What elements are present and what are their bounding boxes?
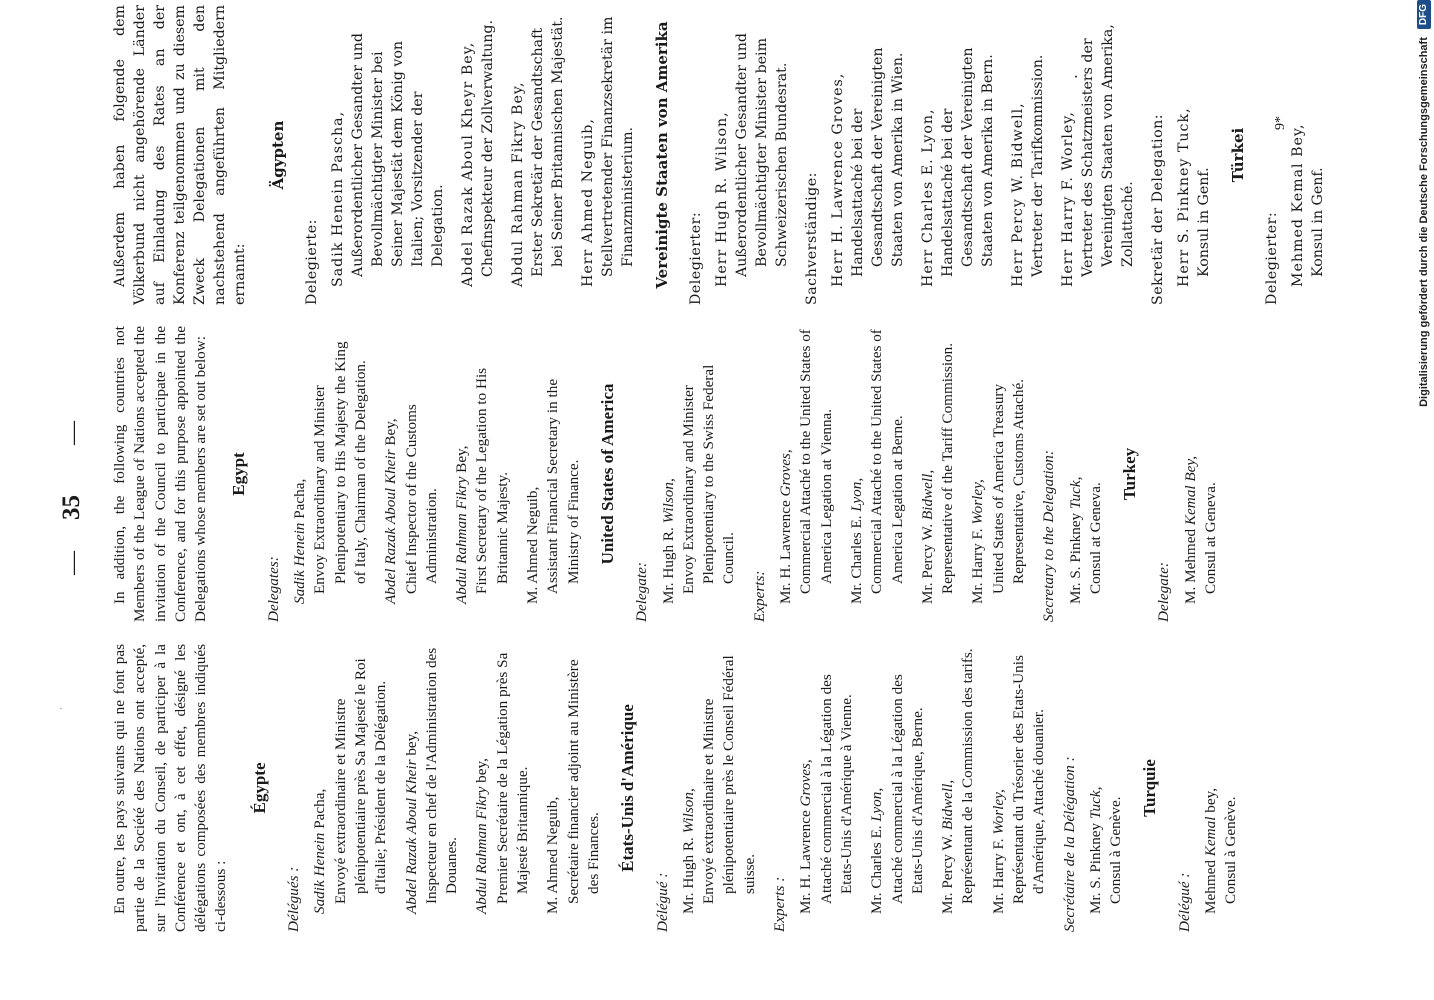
country-heading: Égypte [249, 762, 269, 814]
person-name: Herr Harry F. Worley, [1060, 111, 1076, 287]
person-title: Chefinspekteur der Zollverwaltung. [480, 19, 496, 277]
header-dash-right: — [60, 421, 86, 445]
intro-paragraph: In addition, the following countries not Members of the League of Nations accepted the invitation of the Council to participate in the Conference, and for this purpose appointed the Delegations whose members are set out below: [111, 326, 210, 622]
delegate-entry [659, 326, 740, 622]
role-label: Delegate: [633, 562, 651, 622]
person-title: Konsul in Genf. [1196, 167, 1212, 277]
delegate-entry [508, 5, 568, 305]
person-name: Abdel Razak Aboul Kheir bey, [402, 730, 420, 914]
person-name: Mr. Percy W. Bidwell, [939, 779, 957, 914]
person-title: Premier Secrétaire de la Légation près Sa Majesté Britannique. [493, 652, 532, 904]
person-title: Commercial Attaché to the United States of America Legation at Berne. [868, 329, 906, 594]
page-number: 35 [58, 495, 85, 520]
person-title: Attaché commercial à la Légation des Etats-Unis d'Amérique à Vienne. [817, 674, 855, 904]
person-name: Mr. H. Lawrence Groves, [797, 759, 815, 914]
person-name: Herr Percy W. Bidwell, [1010, 102, 1026, 287]
dfg-logo-icon: DFG [1417, 0, 1431, 29]
role-label: Delegierter: [1264, 211, 1280, 305]
role-label: Délégué : [653, 872, 671, 932]
person-name: Abdul Rahman Fikry bey, [473, 758, 491, 914]
secretary-entry [1066, 326, 1107, 622]
person-title: Vertreter der Tarifkommission. [1030, 54, 1046, 277]
person-name: M. Ahmed Neguib, [544, 796, 562, 914]
person-title: Inspecteur en chef de l'Administration des Douanes. [422, 647, 461, 904]
country-heading: Turkey [1120, 447, 1140, 501]
expert-entry [938, 644, 979, 932]
person-name: Abdel Razak Aboul Kheir Bey, [382, 418, 400, 604]
person-name: Mr. Charles E. Lyon, [847, 477, 865, 604]
expert-entry [918, 326, 959, 622]
column-german [110, 5, 1338, 305]
country-heading: Vereinigte Staaten von Amerika [653, 21, 671, 289]
person-title: Consul à Genève. [1107, 796, 1125, 904]
secretary-entry [1174, 5, 1214, 305]
person-name: Mehmed Kemal Bey, [1290, 123, 1306, 287]
person-name: Herr S. Pinkney Tuck, [1176, 107, 1192, 287]
delegate-entry [523, 326, 584, 622]
role-label: Experts: [750, 570, 768, 622]
person-name: M. Mehmed Kemal Bey, [1181, 455, 1199, 604]
column-english [110, 326, 1231, 622]
role-label: Delegates: [264, 556, 282, 622]
person-name: Herr Charles E. Lyon, [920, 108, 936, 287]
person-name: M. Ahmed Neguib, [524, 486, 542, 604]
person-name: Abdel Razak Aboul Kheyr Bey, [460, 41, 476, 287]
header-dash-left: — [60, 551, 86, 575]
person-name: Herr Ahmed Neguib, [580, 118, 596, 287]
delegate-entry [472, 644, 533, 932]
page-header [38, 0, 98, 1000]
signature-mark: 9* [1273, 116, 1288, 130]
expert-entry [989, 644, 1050, 932]
country-heading: Türkei [1229, 127, 1247, 183]
person-title: Vertreter des Schatzmeisters der Vereinigten Staaten von Amerika, Zollattaché. [1080, 24, 1136, 277]
person-name: Herr H. Lawrence Groves, [830, 72, 846, 287]
column-french [110, 644, 1252, 932]
country-heading: États-Unis d'Amérique [618, 704, 638, 872]
person-name: Mr. Harry F. Worley, [989, 789, 1007, 914]
expert-entry [828, 5, 908, 305]
delegate-entry [1181, 326, 1222, 622]
expert-entry [847, 326, 908, 622]
person-name: Herr Hugh R. Wilson, [714, 111, 730, 287]
print-speck: · [57, 707, 66, 710]
role-label: Delegierte: [304, 219, 320, 305]
person-title: Commercial Attaché to the United States of America Legation at Vienna. [797, 329, 835, 594]
person-title: Consul at Geneva. [1202, 482, 1220, 594]
person-title: Représentant de la Commission des tarifs. [959, 648, 977, 904]
person-title: Envoyé extraordinaire et Ministre plénipotentiaire près le Conseil Fédéral suisse. [700, 655, 758, 904]
person-title: Secrétaire financier adjoint au Ministère des Finances. [564, 659, 602, 904]
expert-entry [918, 5, 998, 305]
person-title: Envoy Extraordinary and Minister Plenipotentiary to His Majesty the King of Italy, Chairman of the Delegation. [311, 341, 369, 594]
person-title: Konsul in Genf. [1310, 167, 1326, 277]
intro-paragraph: Außerdem haben folgende dem Völkerbund nicht angehörende Länder auf Einladung des Rates an der Konferenz teilgenommen und zu diesem Zweck Delegationen mit den nachstehend angeführten Mitgliedern ernannt: [112, 5, 248, 305]
person-name: Mr. Charles E. Lyon, [868, 787, 886, 914]
expert-entry [796, 644, 857, 932]
delegate-entry [381, 326, 442, 622]
person-title: Stellvertretender Finanzsekretär im Finanzministerium. [600, 16, 636, 277]
person-name: Mr. Hugh R. Wilson, [659, 478, 677, 604]
role-label: Délégués : [285, 866, 303, 932]
person-title: Außerordentlicher Gesandter und Bevollmächtigter Minister bei Seiner Majestät dem König von Italien; Vorsitzender der Delegation. [350, 33, 446, 277]
person-name: Abdul Rahman Fikry Bey, [453, 445, 471, 604]
person-title: Consul at Geneva. [1086, 482, 1104, 594]
delegate-entry [310, 644, 391, 932]
person-title: Handelsattaché bei der Gesandtschaft der Vereinigten Staaten von Amerika in Wien. [850, 47, 906, 277]
person-title: Assistant Financial Secretary in the Ministry of Finance. [544, 378, 582, 594]
delegate-entry [1288, 5, 1328, 305]
person-name: Mehmed Kemal bey, [1202, 788, 1220, 914]
person-name: Mr. Harry F. Worley, [969, 479, 987, 604]
country-heading: Egypt [229, 452, 249, 496]
digitization-credit [1415, 0, 1433, 760]
person-name: Sadik Henein Pacha, [311, 788, 329, 914]
expert-entry [1008, 5, 1048, 305]
person-title: Handelsattaché bei der Gesandtschaft der Vereinigten Staaten von Amerika in Bern. [940, 47, 996, 277]
secretary-entry [1086, 644, 1127, 932]
delegate-entry [1201, 644, 1242, 932]
country-heading: Ägypten [269, 120, 287, 190]
expert-entry [968, 326, 1029, 622]
expert-entry [1058, 5, 1138, 305]
person-title: Erster Sekretär der Gesandtschaft bei Seiner Britannischen Majestät. [530, 16, 566, 277]
delegate-entry [543, 644, 604, 932]
expert-entry [867, 644, 928, 932]
delegate-entry [458, 5, 498, 305]
role-label: Delegate: [1155, 562, 1173, 622]
role-label: Sachverständige: [804, 172, 820, 305]
person-name: Mr. Hugh R. Wilson, [679, 788, 697, 914]
person-title: Außerordentlicher Gesandter und Bevollmächtigter Minister beim Schweizerischen Bundesrat. [734, 33, 790, 277]
person-name: Mr. H. Lawrence Groves, [777, 449, 795, 604]
person-title: Représentant du Trésorier des Etats-Unis d'Amérique, Attaché douanier. [1009, 655, 1048, 904]
person-title: Representative of the Tariff Commission. [939, 342, 957, 594]
person-title: United States of America Treasury Representative, Customs Attaché. [989, 379, 1027, 594]
role-label: Secrétaire de la Délégation : [1060, 756, 1078, 932]
role-label: Delegierter: [688, 211, 704, 305]
person-title: Chief Inspector of the Customs Administration. [402, 404, 440, 594]
expert-entry [776, 326, 837, 622]
person-name: Sadik Henein Pacha, [291, 478, 309, 604]
country-heading: Turquie [1140, 759, 1160, 817]
person-title: Envoy Extraordinary and Minister Plenipotentiary to the Swiss Federal Council. [679, 364, 738, 594]
print-speck: • [1072, 75, 1081, 78]
person-name: Mr. S. Pinkney Tuck, [1066, 476, 1084, 604]
role-label: Sekretär der Delegation: [1150, 113, 1166, 305]
person-name: Mr. S. Pinkney Tuck, [1086, 786, 1104, 914]
delegate-entry [712, 5, 792, 305]
delegate-entry [402, 644, 463, 932]
person-title: Envoyé extraordinaire et Ministre plénipotentiaire près Sa Majesté le Roi d'Italie; Président de la Délégation. [331, 658, 390, 904]
delegate-entry [328, 5, 448, 305]
person-title: First Secretary of the Legation to His Britannic Majesty. [473, 367, 511, 594]
role-label: Délégué : [1175, 872, 1193, 932]
credit-text: Digitalisierung gefördert durch die Deutsche Forschungsgemeinschaft [1418, 37, 1430, 407]
person-name: Sadik Henein Pascha, [330, 110, 346, 287]
delegate-entry [452, 326, 513, 622]
person-title: Consul à Genève. [1222, 796, 1240, 904]
person-name: Mr. Percy W. Bidwell, [918, 469, 936, 604]
delegate-entry [290, 326, 371, 622]
delegate-entry [679, 644, 760, 932]
country-heading: United States of America [597, 383, 617, 565]
role-label: Secretary to the Delegation: [1040, 450, 1058, 622]
person-title: Attaché commercial à la Légation des Etats-Unis d'Amérique, Berne. [888, 674, 926, 904]
role-label: Experts : [771, 876, 789, 932]
person-name: Abdul Rahman Fikry Bey, [510, 81, 526, 287]
intro-paragraph: En outre, les pays suivants qui ne font pas partie de la Société des Nations ont accepté, sur l'invitation du Conseil, de participer à la Conférence et ont, à cet effet, désigné les délégations composées des membres indiqués ci-dessous : [111, 644, 230, 932]
delegate-entry [578, 5, 638, 305]
